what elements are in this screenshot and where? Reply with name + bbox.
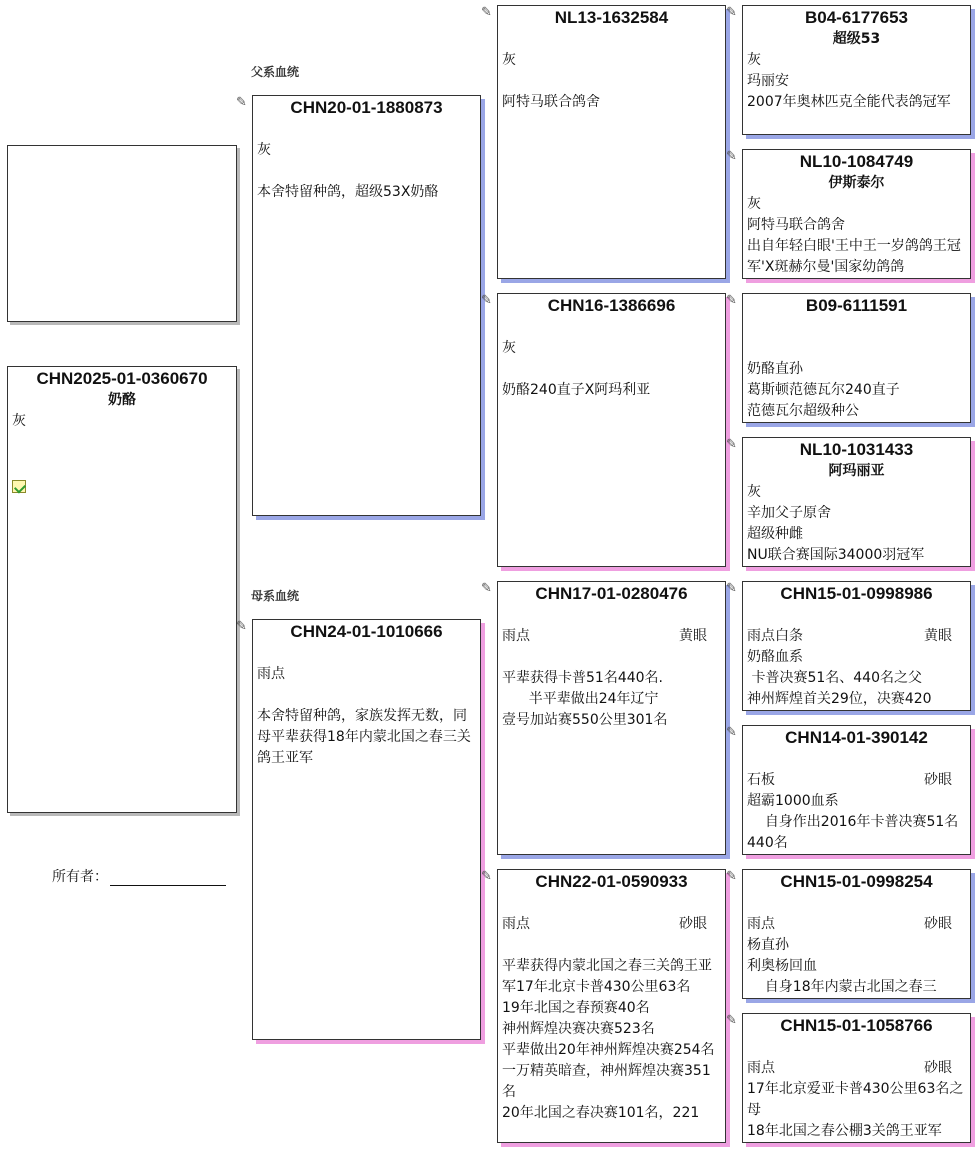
owner-label: 所有者： bbox=[52, 869, 108, 885]
dam-dam-card[interactable] bbox=[497, 869, 726, 1143]
ssd-color: 灰 bbox=[747, 196, 761, 212]
sss-line-2: 2007年奥林匹克全能代表鸽冠军 bbox=[747, 94, 951, 110]
edit-pencil-icon[interactable]: ✎ bbox=[236, 619, 247, 634]
ddd-line-2: 18年北国之春公棚3关鸽王亚军 bbox=[747, 1123, 942, 1139]
dam-dam-desc: 平辈获得内蒙北国之春三关鸽王亚军17年北京卡普430公里63名 19年北国之春预赛40名 神州辉煌决赛决赛523名 平辈做出20年神州辉煌决赛254名一万精英暗查，神州辉煌决赛351名 20年北国之春决赛101名，221 bbox=[502, 958, 715, 1121]
ssd-name: 伊斯泰尔 bbox=[828, 175, 885, 191]
dsd-color: 石板 bbox=[747, 772, 775, 788]
sds-line-2: 葛斯顿范德瓦尔240直子 bbox=[747, 382, 900, 398]
sire-dam-color: 灰 bbox=[502, 340, 516, 356]
sire-desc: 本舍特留种鸽，超级53X奶酪 bbox=[257, 184, 439, 200]
dds-line-3: 自身18年内蒙古北国之春三 bbox=[747, 979, 937, 995]
dds-eye: 砂眼 bbox=[924, 916, 952, 932]
dam-sire-ring: CHN17-01-0280476 bbox=[535, 584, 688, 603]
sire-color: 灰 bbox=[257, 142, 271, 158]
sss-line-1: 玛丽安 bbox=[747, 73, 789, 89]
sds-line-3: 范德瓦尔超级种公 bbox=[747, 403, 859, 419]
dds-ring: CHN15-01-0998254 bbox=[780, 872, 933, 891]
ddd-color: 雨点 bbox=[747, 1060, 775, 1076]
photo-box bbox=[7, 145, 237, 322]
dam-ring: CHN24-01-1010666 bbox=[290, 622, 443, 641]
edit-pencil-icon[interactable]: ✎ bbox=[726, 293, 737, 308]
dsd-line-2: 自身作出2016年卡普决赛51名 440名 bbox=[747, 814, 963, 851]
sire-card[interactable] bbox=[252, 95, 481, 516]
dsd-line-1: 超霸1000血系 bbox=[747, 793, 839, 809]
sire-sire-ring: NL13-1632584 bbox=[554, 8, 669, 27]
sdd-ring: NL10-1031433 bbox=[799, 440, 914, 459]
ssd-line-1: 阿特马联合鸽舍 bbox=[747, 217, 845, 233]
edit-pencil-icon[interactable]: ✎ bbox=[726, 437, 737, 452]
ssd-line-2: 出自年轻白眼'王中王一岁鸽鸽王冠军'X斑赫尔曼'国家幼鸽鸽 bbox=[747, 238, 961, 275]
dam-desc: 本舍特留种鸽，家族发挥无数，同母平辈获得18年内蒙北国之春三关鸽王亚军 bbox=[257, 708, 471, 766]
dam-sire-desc: 平辈获得卡普51名440名. 半平辈做出24年辽宁壹号加站赛550公里301名 bbox=[502, 670, 668, 728]
ddd-line-1: 17年北京爱亚卡普430公里63名之母 bbox=[747, 1081, 964, 1118]
ddd-card[interactable] bbox=[742, 1013, 971, 1143]
sire-dam-card[interactable] bbox=[497, 293, 726, 567]
dam-card[interactable] bbox=[252, 619, 481, 1040]
sire-ring: CHN20-01-1880873 bbox=[290, 98, 443, 117]
ddd-ring: CHN15-01-1058766 bbox=[780, 1016, 933, 1035]
ddd-eye: 砂眼 bbox=[924, 1060, 952, 1076]
subject-ring: CHN2025-01-0360670 bbox=[36, 369, 208, 388]
edit-pencil-icon[interactable]: ✎ bbox=[726, 869, 737, 884]
sire-sire-desc: 阿特马联合鸽舍 bbox=[502, 94, 600, 110]
subject-color: 灰 bbox=[12, 413, 26, 429]
sdd-line-2: 超级种雌 bbox=[747, 526, 803, 542]
dss-line-3: 神州辉煌首关29位，决赛420 bbox=[747, 691, 932, 707]
edit-pencil-icon[interactable]: ✎ bbox=[726, 581, 737, 596]
dam-sire-eye: 黄眼 bbox=[679, 628, 707, 644]
owner-value[interactable] bbox=[110, 868, 226, 886]
ssd-card[interactable] bbox=[742, 149, 971, 279]
edit-pencil-icon[interactable]: ✎ bbox=[726, 1013, 737, 1028]
edit-pencil-icon[interactable]: ✎ bbox=[726, 5, 737, 20]
dds-card[interactable] bbox=[742, 869, 971, 999]
dsd-eye: 砂眼 bbox=[924, 772, 952, 788]
subject-card[interactable] bbox=[7, 366, 237, 813]
sss-ring: B04-6177653 bbox=[804, 8, 909, 27]
owner-field[interactable] bbox=[52, 866, 226, 886]
sss-color: 灰 bbox=[747, 52, 761, 68]
dam-section-label: 母系血统 bbox=[251, 589, 300, 603]
sire-section-label: 父系血统 bbox=[251, 65, 300, 79]
edit-pencil-icon[interactable]: ✎ bbox=[236, 95, 247, 110]
edit-pencil-icon[interactable]: ✎ bbox=[481, 293, 492, 308]
edit-pencil-icon[interactable]: ✎ bbox=[481, 581, 492, 596]
dds-line-1: 杨直孙 bbox=[747, 937, 789, 953]
edit-pencil-icon[interactable]: ✎ bbox=[726, 149, 737, 164]
dam-color: 雨点 bbox=[257, 666, 285, 682]
sdd-line-1: 辛加父子原舍 bbox=[747, 505, 831, 521]
subject-name: 奶酪 bbox=[108, 392, 136, 408]
dss-ring: CHN15-01-0998986 bbox=[780, 584, 933, 603]
sdd-card[interactable] bbox=[742, 437, 971, 567]
sdd-name: 阿玛丽亚 bbox=[828, 463, 885, 479]
dss-card[interactable] bbox=[742, 581, 971, 711]
dam-dam-color: 雨点 bbox=[502, 916, 530, 932]
sds-line-1: 奶酪直孙 bbox=[747, 361, 803, 377]
sss-card[interactable] bbox=[742, 5, 971, 135]
dsd-card[interactable] bbox=[742, 725, 971, 855]
edit-pencil-icon[interactable]: ✎ bbox=[481, 5, 492, 20]
dss-eye: 黄眼 bbox=[924, 628, 952, 644]
dds-color: 雨点 bbox=[747, 916, 775, 932]
sds-ring: B09-6111591 bbox=[805, 296, 908, 315]
sire-sire-color: 灰 bbox=[502, 52, 516, 68]
sdd-line-3: NU联合赛国际34000羽冠军 bbox=[747, 547, 925, 563]
sire-dam-ring: CHN16-1386696 bbox=[547, 296, 676, 315]
dds-line-2: 利奥杨回血 bbox=[747, 958, 817, 974]
dam-sire-color: 雨点 bbox=[502, 628, 530, 644]
sss-name: 超级53 bbox=[832, 31, 881, 47]
dam-sire-card[interactable] bbox=[497, 581, 726, 855]
sdd-color: 灰 bbox=[747, 484, 761, 500]
dss-line-1: 奶酪血系 bbox=[747, 649, 803, 665]
dss-color: 雨点白条 bbox=[747, 628, 803, 644]
dam-dam-ring: CHN22-01-0590933 bbox=[535, 872, 688, 891]
note-icon[interactable] bbox=[12, 480, 26, 493]
dss-line-2: 卡普决赛51名、440名之父 bbox=[747, 670, 922, 686]
sire-sire-card[interactable] bbox=[497, 5, 726, 279]
sds-card[interactable] bbox=[742, 293, 971, 423]
edit-pencil-icon[interactable]: ✎ bbox=[481, 869, 492, 884]
edit-pencil-icon[interactable]: ✎ bbox=[726, 725, 737, 740]
dam-dam-eye: 砂眼 bbox=[679, 916, 707, 932]
dsd-ring: CHN14-01-390142 bbox=[785, 728, 928, 747]
sire-dam-desc: 奶酪240直子X阿玛利亚 bbox=[502, 382, 651, 398]
ssd-ring: NL10-1084749 bbox=[799, 152, 914, 171]
